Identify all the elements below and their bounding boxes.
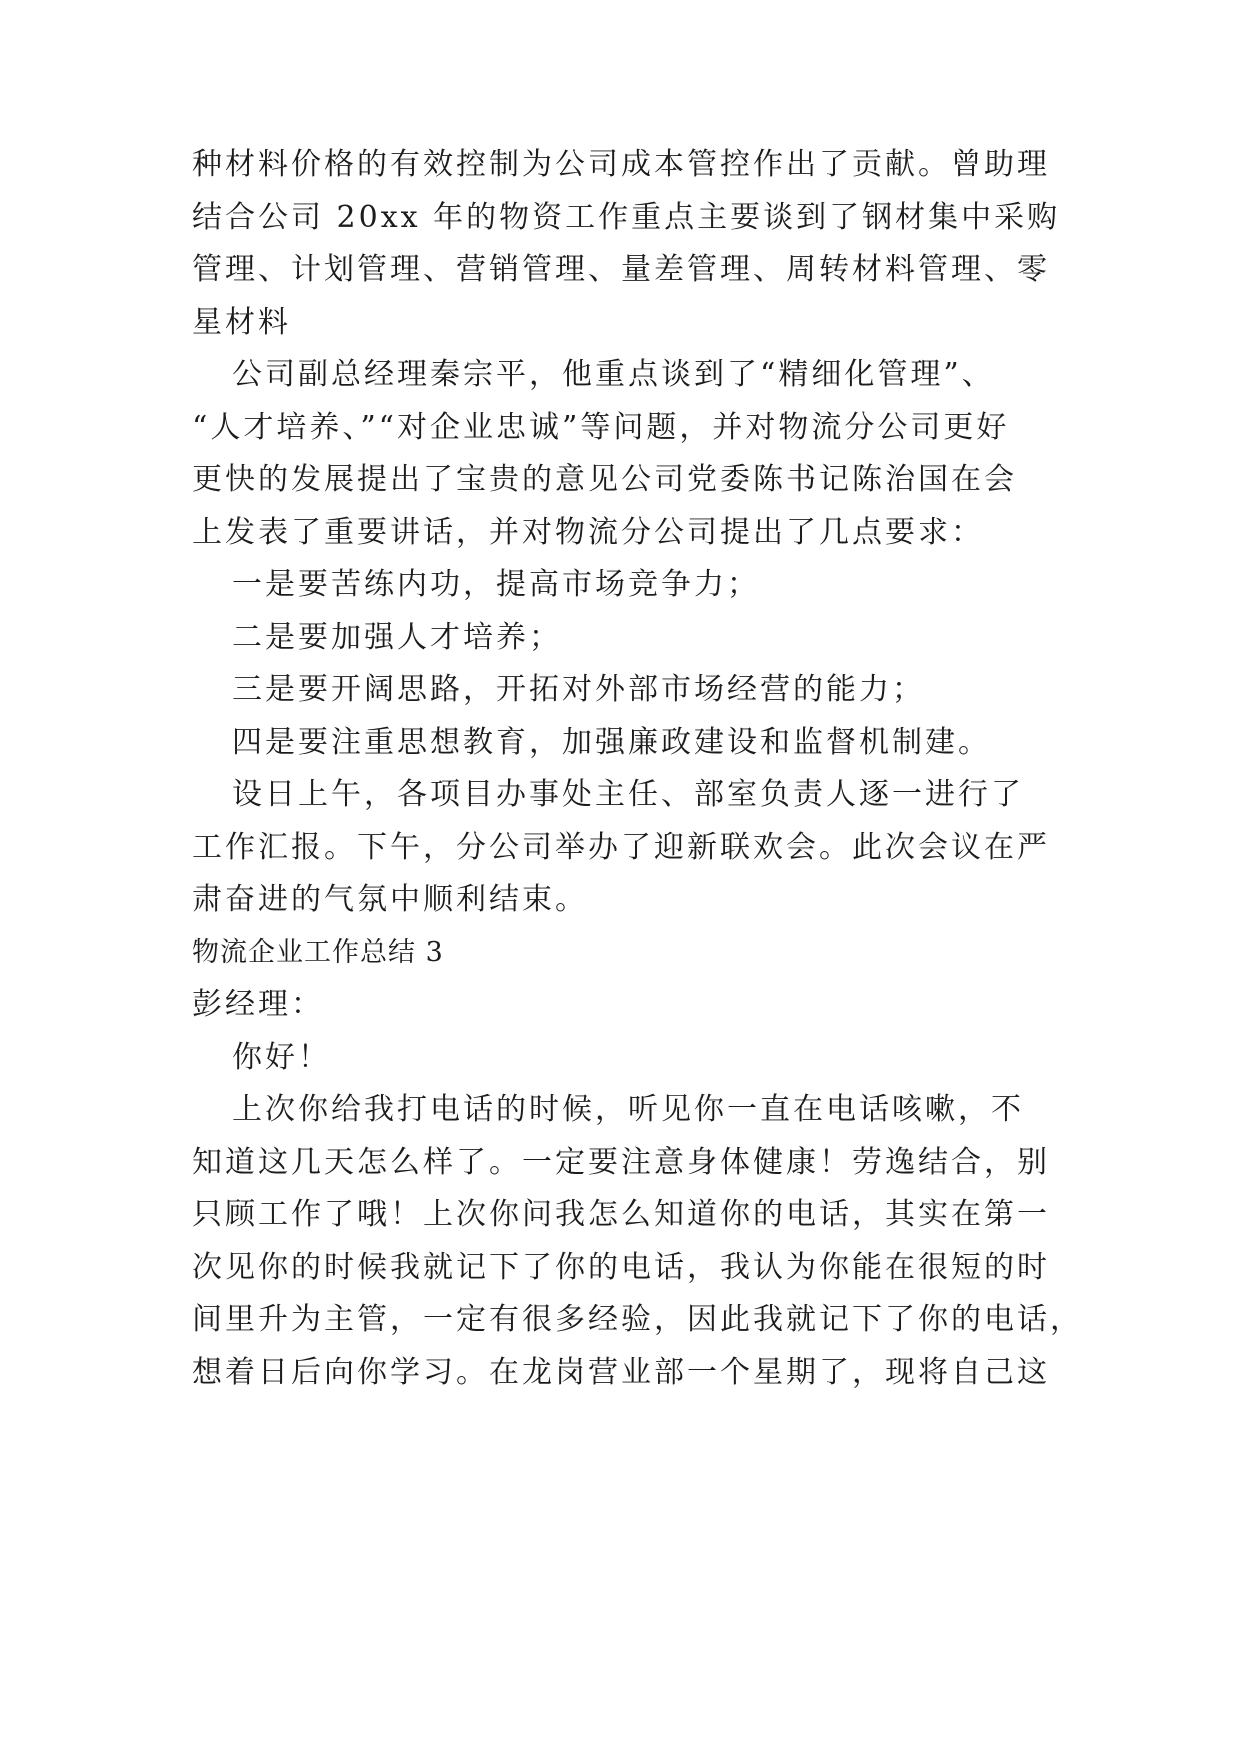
text-line: 结合公司 20xx 年的物资工作重点主要谈到了钢材集中采购	[192, 199, 1061, 235]
text-line: 种材料价格的有效控制为公司成本管控作出了贡献。曾助理	[192, 147, 1050, 182]
text-line: 二是要加强人才培养；	[232, 619, 562, 655]
text-line: 三是要开阔思路，开拓对外部市场经营的能力；	[232, 672, 925, 707]
text-line: 肃奋进的气氛中顺利结束。	[192, 882, 588, 917]
document-body	[192, 139, 1092, 1399]
text-line: 设日上午，各项目办事处主任、部室负责人逐一进行了	[232, 777, 1024, 812]
list-item	[192, 559, 1092, 612]
list-item	[192, 664, 1092, 717]
paragraph	[192, 769, 1092, 927]
text-line: 只顾工作了哦！上次你问我怎么知道你的电话，其实在第一	[192, 1197, 1050, 1232]
text-line: 工作汇报。下午，分公司举办了迎新联欢会。此次会议在严	[192, 829, 1050, 865]
list-item	[192, 612, 1092, 665]
text-line: 管理、计划管理、营销管理、量差管理、周转材料管理、零	[192, 252, 1050, 287]
letter-salutation: 彭经理：	[192, 987, 324, 1022]
text-line: 公司副总经理秦宗平，他重点谈到了“精细化管理”、	[232, 357, 995, 392]
text-line: 次见你的时候我就记下了你的电话，我认为你能在很短的时	[192, 1249, 1050, 1285]
list-item	[192, 717, 1092, 770]
text-line: 知道这几天怎么样了。一定要注意身体健康！劳逸结合，别	[192, 1144, 1050, 1180]
letter-greeting: 你好！	[232, 1039, 331, 1075]
text-line: 想着日后向你学习。在龙岗营业部一个星期了，现将自己这	[192, 1354, 1050, 1390]
paragraph	[192, 139, 1092, 349]
text-line: 更快的发展提出了宝贵的意见公司党委陈书记陈治国在会	[192, 462, 1017, 497]
text-line: 上次你给我打电话的时候，听见你一直在电话咳嗽，不	[232, 1092, 1024, 1127]
text-line: “人才培养、”“对企业忠诚”等问题，并对物流分公司更好	[192, 409, 1010, 445]
text-line: 上发表了重要讲话，并对物流分公司提出了几点要求：	[192, 514, 984, 550]
section-title: 物流企业工作总结 3	[192, 936, 444, 968]
paragraph	[192, 349, 1092, 559]
text-line: 星材料	[192, 304, 291, 340]
letter-paragraph	[192, 1084, 1092, 1399]
text-line: 四是要注重思想教育，加强廉政建设和监督机制建。	[232, 724, 991, 760]
text-line: 间里升为主管，一定有很多经验，因此我就记下了你的电话，	[192, 1302, 1083, 1337]
text-line: 一是要苦练内功，提高市场竞争力；	[232, 567, 760, 602]
